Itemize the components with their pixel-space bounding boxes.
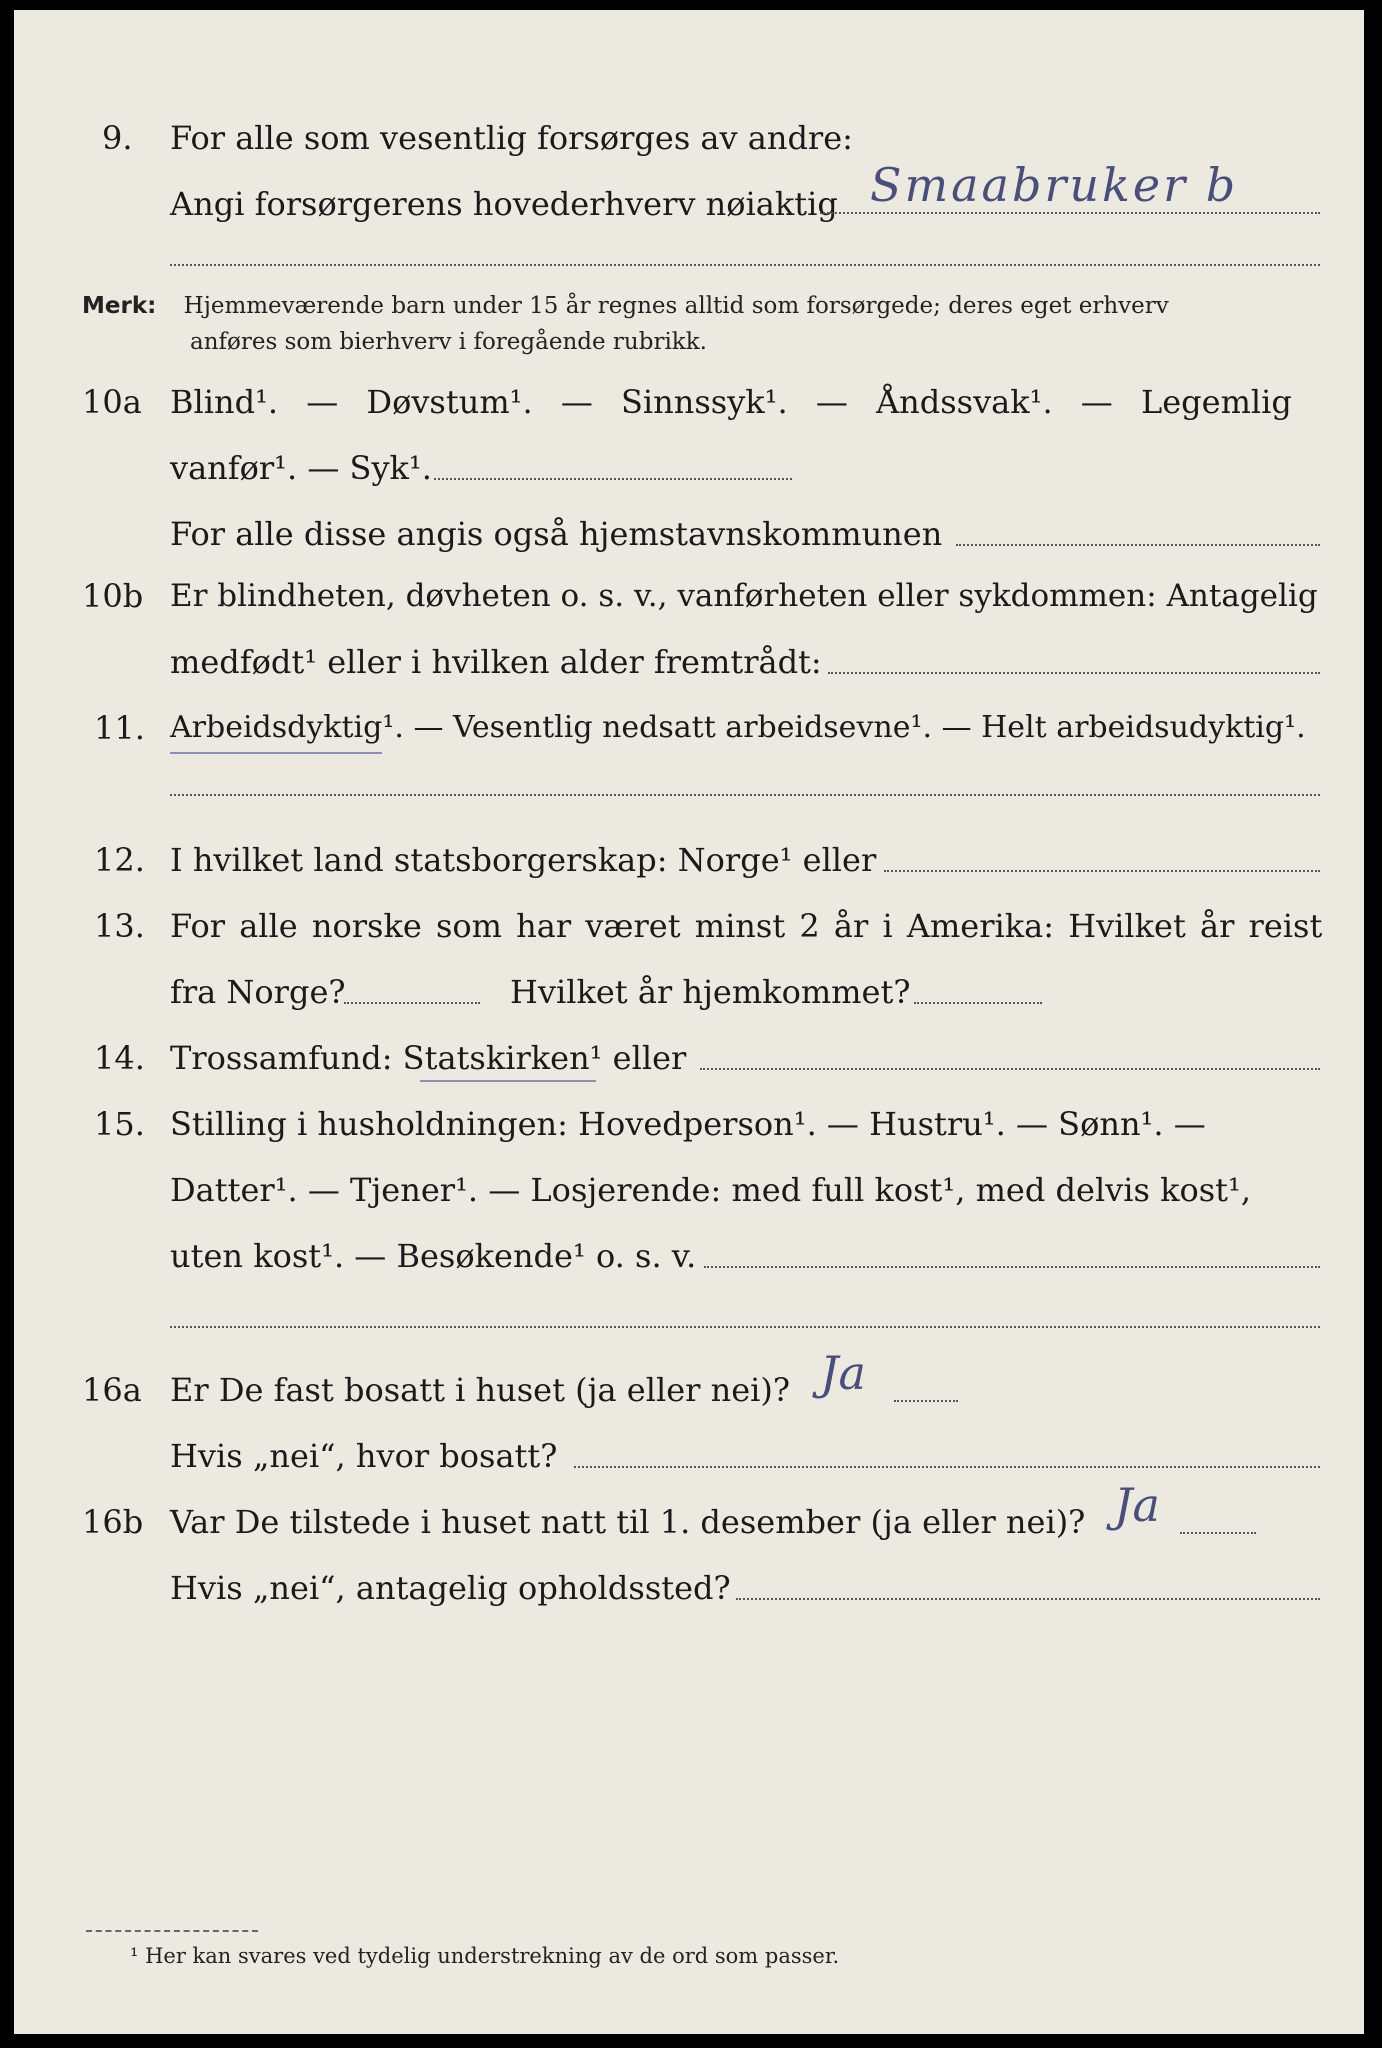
answer-line	[820, 212, 1320, 214]
question-text: Datter¹. — Tjener¹. — Losjerende: med full kost¹, med delvis kost¹,	[170, 1171, 1252, 1209]
question-text: Blind¹. — Døvstum¹. — Sinnssyk¹. — Åndssvak¹. — Legemlig	[170, 383, 1292, 421]
item-number: 10a	[82, 383, 142, 421]
pencil-underline	[170, 752, 382, 754]
answer-line	[170, 794, 1320, 796]
question-text: fra Norge?	[170, 973, 346, 1011]
answer-line	[574, 1466, 1320, 1468]
question-text: Stilling i husholdningen: Hovedperson¹. — Hustru¹. — Sønn¹. —	[170, 1105, 1206, 1143]
answer-line	[1180, 1532, 1256, 1534]
question-text: For alle norske som har været minst 2 år i Amerika: Hvilket år reist	[170, 907, 1323, 945]
question-text: Er De fast bosatt i huset (ja eller nei)?	[170, 1371, 791, 1409]
item-number: 16a	[82, 1371, 142, 1409]
handwritten-answer: Smaabruker b	[870, 158, 1239, 212]
footnote: ¹ Her kan svares ved tydelig understrekning av de ord som passer.	[130, 1944, 840, 1968]
item-number: 11.	[94, 709, 145, 747]
answer-line	[170, 264, 1320, 266]
form-page	[14, 10, 1364, 2034]
question-text: vanfør¹. — Syk¹.	[170, 449, 432, 487]
question-text: medfødt¹ eller i hvilken alder fremtrådt:	[170, 643, 822, 681]
answer-line	[344, 1002, 480, 1004]
footnote-rule	[86, 1930, 258, 1932]
question-text: Trossamfund: Statskirken¹ eller	[170, 1039, 687, 1077]
answer-line	[828, 672, 1320, 674]
question-text: Hvis „nei“, hvor bosatt?	[170, 1437, 558, 1475]
answer-line	[700, 1068, 1320, 1070]
item-number: 12.	[94, 841, 145, 879]
answer-line	[434, 478, 792, 480]
question-text: Er blindheten, døvheten o. s. v., vanførheten eller sykdommen: Antagelig	[170, 578, 1318, 614]
question-text: Angi forsørgerens hovederhverv nøiaktig	[170, 185, 838, 223]
note-text: anføres som bierhverv i foregående rubrikk.	[190, 329, 707, 355]
question-text: I hvilket land statsborgerskap: Norge¹ eller	[170, 841, 877, 879]
item-number: 14.	[94, 1039, 145, 1077]
answer-line	[170, 1326, 1320, 1328]
item-number: 10b	[82, 577, 144, 615]
question-text: For alle som vesentlig forsørges av andre:	[170, 119, 853, 157]
item-number: 15.	[94, 1105, 145, 1143]
answer-line	[956, 544, 1320, 546]
note-line	[82, 290, 1169, 322]
note-label: Merk:	[82, 293, 157, 319]
handwritten-answer: Ja	[1114, 1478, 1160, 1532]
question-text: Hvis „nei“, antagelig opholdssted?	[170, 1569, 731, 1607]
question-text: For alle disse angis også hjemstavnskommunen	[170, 515, 943, 553]
answer-line	[914, 1002, 1042, 1004]
answer-line	[704, 1266, 1320, 1268]
question-text: Hvilket år hjemkommet?	[510, 973, 911, 1011]
note-text: Hjemmeværende barn under 15 år regnes alltid som forsørgede; deres eget erhverv	[183, 293, 1169, 319]
answer-line	[884, 870, 1320, 872]
question-text: Var De tilstede i huset natt til 1. desember (ja eller nei)?	[170, 1503, 1086, 1541]
item-number: 13.	[94, 907, 145, 945]
question-text: Arbeidsdyktig¹. — Vesentlig nedsatt arbeidsevne¹. — Helt arbeidsudyktig¹.	[170, 710, 1306, 745]
pencil-underline	[420, 1080, 596, 1082]
item-number: 9.	[102, 119, 133, 157]
question-text: uten kost¹. — Besøkende¹ o. s. v.	[170, 1237, 697, 1275]
answer-line	[894, 1400, 958, 1402]
item-number: 16b	[82, 1503, 144, 1541]
handwritten-answer: Ja	[820, 1346, 866, 1400]
answer-line	[736, 1598, 1320, 1600]
